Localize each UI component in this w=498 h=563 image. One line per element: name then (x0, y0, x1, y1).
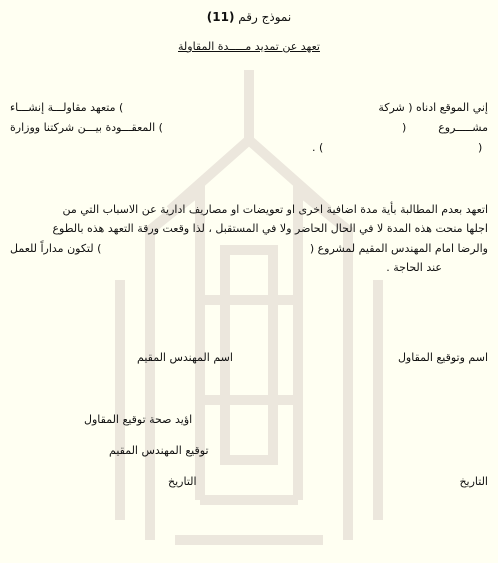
form-subtitle (0, 40, 498, 54)
intro-line-3-right: ( (478, 141, 483, 154)
intro-line-1-right: إني الموقع ادناه ( شركة (378, 101, 488, 114)
intro-line-2-right: مشـــــروع (438, 121, 488, 134)
body-line-1: اتعهد بعدم المطالبة بأية مدة اضافية اخرى او تعويضات او مصاريف ادارية عن الاسباب التي من (62, 203, 488, 216)
intro-line-2-left: ) المعقـــودة بيـــن شركتنا ووزارة (10, 121, 163, 134)
form-subtitle-text: تعهد عن تمديد مـــــدة المقاولة (178, 40, 320, 53)
body-line-2: اجلها منحت هذه المدة لا في الحال الحاضر ولا في المستقبل ، لذا وقعت ورقة التعهد هذه بالطوع (52, 222, 488, 235)
form-title (0, 10, 498, 24)
date-left-label: التاريخ (168, 475, 197, 488)
resident-engineer-label: اسم المهندس المقيم (137, 351, 233, 364)
intro-line-1-left: ) متعهد مقاولـــة إنشـــاء (10, 101, 124, 114)
body-line-3-end: ) لتكون مداراً للعمل (10, 242, 102, 255)
body-line-4: عند الحاجة . (386, 261, 442, 274)
intro-line-3-left: ) . (312, 141, 324, 154)
date-right-label: التاريخ (459, 475, 488, 488)
body-line-3: والرضا امام المهندس المقيم لمشروع ( (309, 242, 488, 255)
confirm-signature-label: اؤيد صحة توقيع المقاول (84, 413, 193, 426)
contractor-signature-label: اسم وتوقيع المقاول (397, 351, 488, 364)
intro-line-2-mid: ( (402, 121, 407, 134)
form-title-prefix: نموذج رقم (238, 10, 292, 24)
engineer-signature-label: توقيع المهندس المقيم (109, 444, 209, 457)
form-number: (11) (206, 10, 235, 24)
